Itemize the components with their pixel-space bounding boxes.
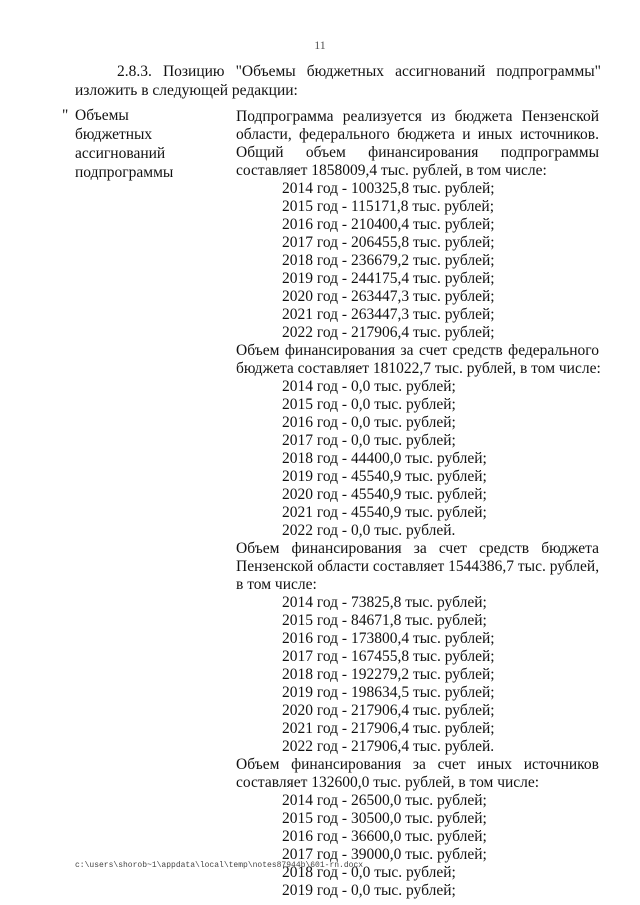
federal-year-line: 2022 год - 0,0 тыс. рублей. — [282, 522, 456, 539]
regional-year-line: 2015 год - 84671,8 тыс. рублей; — [282, 612, 487, 629]
total-text-line: Подпрограмма реализуется из бюджета Пензенской — [236, 108, 599, 125]
federal-text-line: Объем финансирования за счет средств федерального — [236, 342, 599, 359]
total-text-line: области, федерального бюджета и иных источников. — [236, 126, 599, 143]
total-text-line: Общий объем финансирования подпрограммы — [236, 144, 599, 161]
intro-line-1: 2.8.3. Позицию "Объемы бюджетных ассигнований подпрограммы" — [117, 63, 601, 80]
regional-year-line: 2018 год - 192279,2 тыс. рублей; — [282, 666, 495, 683]
regional-year-line: 2014 год - 73825,8 тыс. рублей; — [282, 594, 487, 611]
total-year-line: 2020 год - 263447,3 тыс. рублей; — [282, 288, 495, 305]
regional-year-line: 2022 год - 217906,4 тыс. рублей. — [282, 738, 495, 755]
federal-year-line: 2021 год - 45540,9 тыс. рублей; — [282, 504, 487, 521]
regional-text-line: Пензенской области составляет 1544386,7 тыс. рублей, — [236, 558, 600, 575]
total-year-line: 2016 год - 210400,4 тыс. рублей; — [282, 216, 495, 233]
federal-year-line: 2017 год - 0,0 тыс. рублей; — [282, 432, 456, 449]
regional-year-line: 2020 год - 217906,4 тыс. рублей; — [282, 702, 495, 719]
opening-quote: " — [62, 107, 69, 124]
total-year-line: 2017 год - 206455,8 тыс. рублей; — [282, 234, 495, 251]
federal-year-line: 2019 год - 45540,9 тыс. рублей; — [282, 468, 487, 485]
position-label-line: подпрограммы — [75, 164, 174, 181]
federal-text-line: бюджета составляет 181022,7 тыс. рублей, в том числе: — [236, 360, 601, 377]
federal-year-line: 2016 год - 0,0 тыс. рублей; — [282, 414, 456, 431]
other-text-line: составляет 132600,0 тыс. рублей, в том числе: — [236, 774, 540, 791]
other-year-line: 2015 год - 30500,0 тыс. рублей; — [282, 810, 487, 827]
other-year-line: 2019 год - 0,0 тыс. рублей; — [282, 882, 456, 899]
other-year-line: 2016 год - 36600,0 тыс. рублей; — [282, 828, 487, 845]
regional-text-line: в том числе: — [236, 576, 317, 593]
federal-year-line: 2018 год - 44400,0 тыс. рублей; — [282, 450, 487, 467]
position-label-line: бюджетных — [75, 126, 153, 143]
total-year-line: 2015 год - 115171,8 тыс. рублей; — [282, 198, 494, 215]
regional-year-line: 2021 год - 217906,4 тыс. рублей; — [282, 720, 495, 737]
regional-text-line: Объем финансирования за счет средств бюджета — [236, 540, 599, 557]
other-year-line: 2017 год - 39000,0 тыс. рублей; — [282, 846, 487, 863]
total-year-line: 2021 год - 263447,3 тыс. рублей; — [282, 306, 495, 323]
file-path-footer: c:\users\shorob~1\appdata\local\temp\notes87944b\601-rn.docx — [75, 861, 364, 870]
regional-year-line: 2016 год - 173800,4 тыс. рублей; — [282, 630, 495, 647]
regional-year-line: 2019 год - 198634,5 тыс. рублей; — [282, 684, 495, 701]
position-label-line: ассигнований — [75, 145, 166, 162]
other-year-line: 2014 год - 26500,0 тыс. рублей; — [282, 792, 487, 809]
intro-line-2: изложить в следующей редакции: — [75, 82, 298, 99]
regional-year-line: 2017 год - 167455,8 тыс. рублей; — [282, 648, 495, 665]
total-text-line: составляет 1858009,4 тыс. рублей, в том числе: — [236, 162, 547, 179]
federal-year-line: 2015 год - 0,0 тыс. рублей; — [282, 396, 456, 413]
federal-year-line: 2014 год - 0,0 тыс. рублей; — [282, 378, 456, 395]
federal-year-line: 2020 год - 45540,9 тыс. рублей; — [282, 486, 487, 503]
total-year-line: 2019 год - 244175,4 тыс. рублей; — [282, 270, 495, 287]
funding-description — [236, 108, 599, 900]
other-year-line: 2018 год - 0,0 тыс. рублей; — [282, 864, 456, 881]
amendment-intro — [75, 62, 601, 100]
total-year-line: 2018 год - 236679,2 тыс. рублей; — [282, 252, 495, 269]
page-number: 11 — [314, 38, 326, 52]
total-year-line: 2014 год - 100325,8 тыс. рублей; — [282, 180, 495, 197]
position-label — [62, 106, 222, 182]
total-year-line: 2022 год - 217906,4 тыс. рублей; — [282, 324, 495, 341]
position-label-line: Объемы — [75, 107, 129, 124]
other-text-line: Объем финансирования за счет иных источников — [236, 756, 599, 773]
